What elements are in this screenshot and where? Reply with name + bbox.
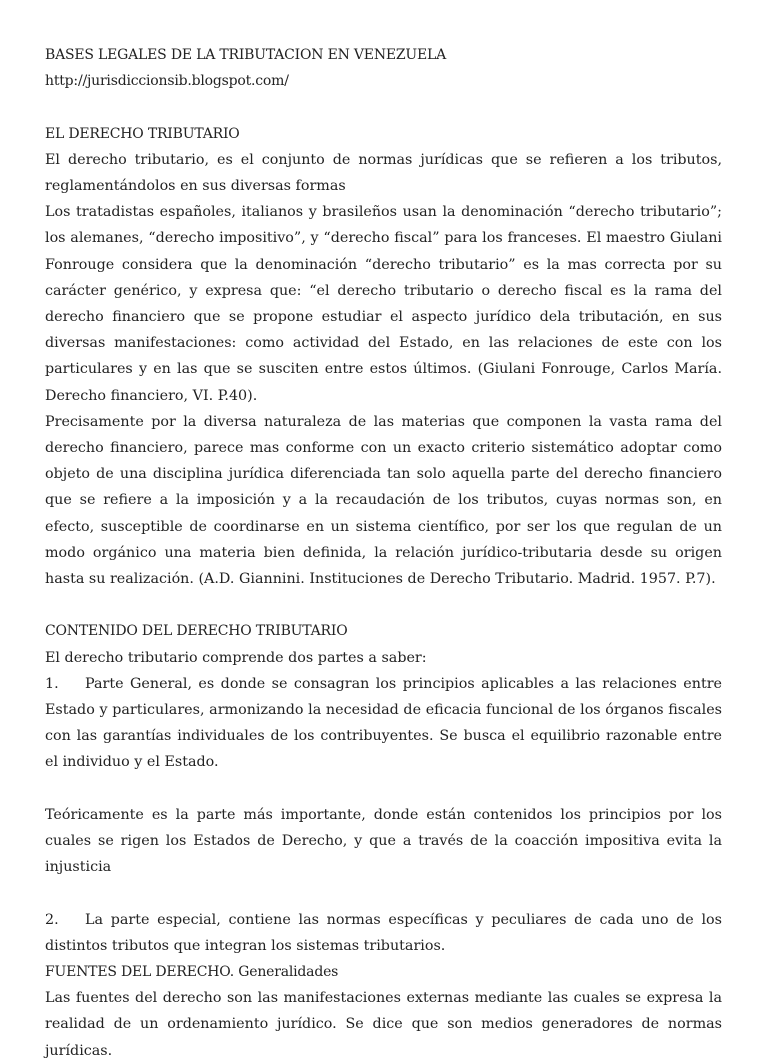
spacer bbox=[45, 776, 722, 802]
list-item-parte-especial bbox=[45, 907, 722, 959]
source-url: http://jurisdiccionsib.blogspot.com/ bbox=[45, 73, 289, 90]
paragraph-teoricamente: Teóricamente es la parte más importante, donde están contenidos los principios por los cuales se rigen los Estados de Derecho, y que a través de la coacción impositiva evita la injusticia bbox=[45, 806, 722, 876]
list-item-number: 2. bbox=[45, 911, 59, 928]
spacer bbox=[45, 592, 722, 618]
section-heading-contenido: CONTENIDO DEL DERECHO TRIBUTARIO bbox=[45, 623, 348, 640]
paragraph-definition: El derecho tributario, es el conjunto de normas jurídicas que se refieren a los tributos, reglamentándolos en sus diversas formas bbox=[45, 151, 722, 194]
spacer bbox=[45, 880, 722, 906]
document-title: BASES LEGALES DE LA TRIBUTACION EN VENEZUELA bbox=[45, 47, 447, 63]
spacer bbox=[45, 94, 722, 120]
list-item-text: Parte General, es donde se consagran los principios aplicables a las relaciones entre Estado y particulares, armonizando la necesidad de eficacia funcional de los órganos fiscales con las garantías individuales de los contribuyentes. Se busca el equilibrio razonable entre el individuo y el Estado. bbox=[45, 675, 722, 771]
document-body bbox=[45, 42, 722, 1064]
list-item-parte-general bbox=[45, 671, 722, 776]
paragraph-fuentes: Las fuentes del derecho son las manifestaciones externas mediante las cuales se expresa la realidad de un ordenamiento jurídico. Se dice que son medios generadores de normas jurídicas. bbox=[45, 990, 722, 1059]
list-item-number: 1. bbox=[45, 675, 59, 692]
section-heading-fuentes: FUENTES DEL DERECHO. Generalidades bbox=[45, 964, 339, 981]
paragraph-giannini: Precisamente por la diversa naturaleza de las materias que componen la vasta rama del derecho financiero, parece mas conforme con un exacto criterio sistemático adoptar como objeto de una disciplina jurídica diferenciada tan solo aquella parte del derecho financiero que se refiere a la imposición y a la recaudación de los tributos, cuyas normas son, en efecto, susceptible de coordinarse en un sistema científico, por ser los que regulan de un modo orgánico una materia bien definida, la relación jurídico-tributaria desde su origen hasta su realización. (A.D. Giannini. Instituciones de Derecho Tributario. Madrid. 1957. P.7). bbox=[45, 413, 722, 588]
paragraph-intro: El derecho tributario comprende dos partes a saber: bbox=[45, 649, 427, 666]
list-item-text: La parte especial, contiene las normas específicas y peculiares de cada uno de los distintos tributos que integran los sistemas tributarios. bbox=[45, 911, 722, 954]
paragraph-denominations: Los tratadistas españoles, italianos y brasileños usan la denominación “derecho tributario”; los alemanes, “derecho impositivo”, y “derecho fiscal” para los franceses. El maestro Giulani Fonrouge considera que la denominación “derecho tributario” es la mas correcta por su carácter genérico, y expresa que: “el derecho tributario o derecho fiscal es la rama del derecho financiero que se propone estudiar el aspecto jurídico dela tributación, en sus diversas manifestaciones: como actividad del Estado, en las relaciones de este con los particulares y en las que se susciten entre estos últimos. (Giulani Fonrouge, Carlos María. Derecho financiero, VI. P.40). bbox=[45, 204, 722, 404]
section-heading-derecho-tributario: EL DERECHO TRIBUTARIO bbox=[45, 125, 240, 142]
